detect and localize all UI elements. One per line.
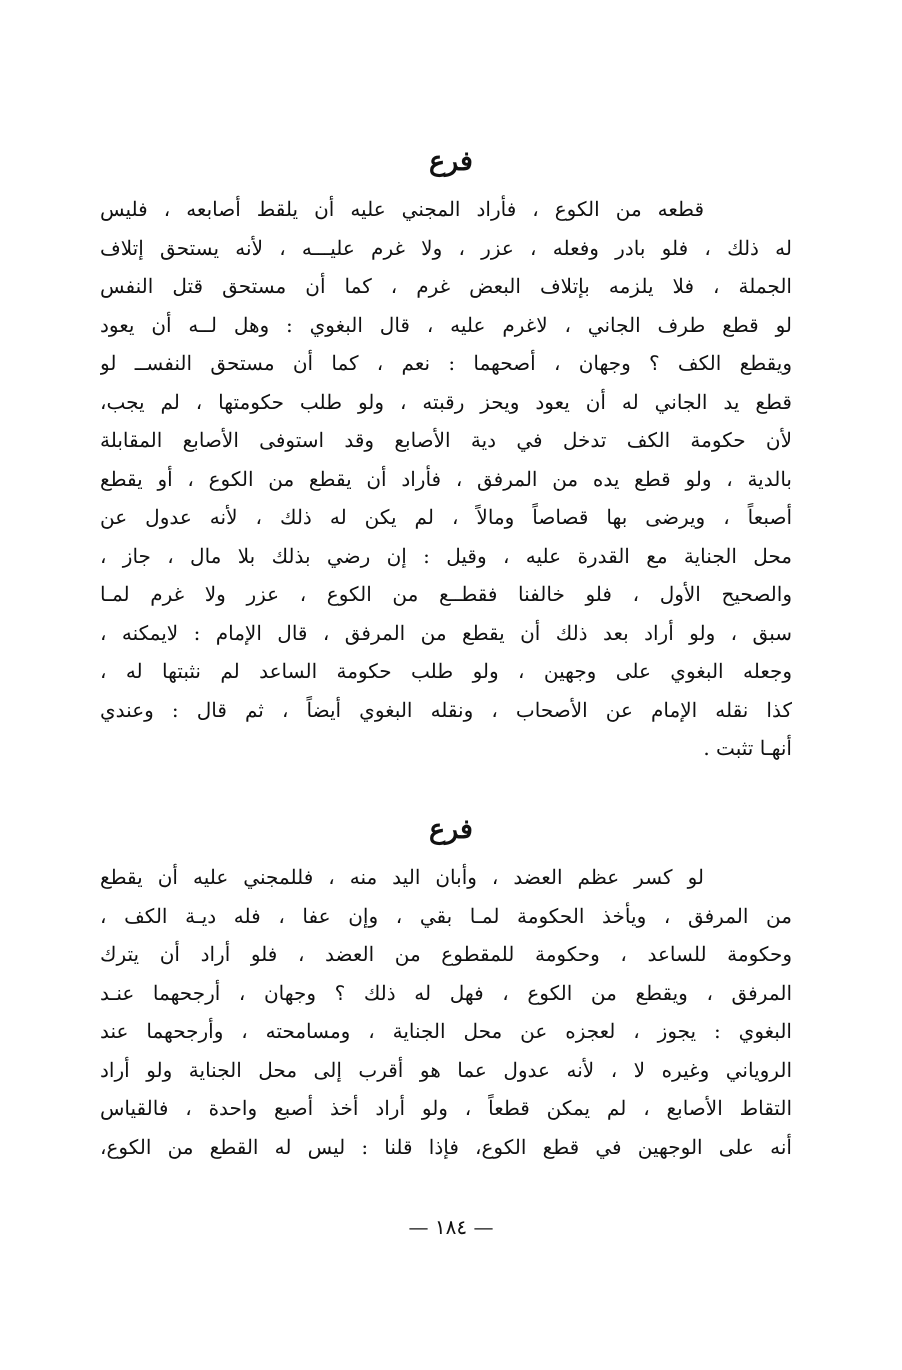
text-line: التقاط الأصابع ، لم يمكن قطعاً ، ولو أراد أخذ أصبع واحدة ، فالقياس xyxy=(100,1096,792,1120)
text-line: أصبعاً ، ويرضى بها قصاصاً ومالاً ، لم يكن له ذلك ، لأنه عدول عن xyxy=(100,505,792,529)
text-line: وحكومة للساعد ، وحكومة للمقطوع من العضد ، فلو أراد أن يترك xyxy=(100,942,792,966)
text-line: وجعله البغوي على وجهين ، ولو طلب حكومة الساعد لم نثبتها له ، xyxy=(100,659,792,683)
page-number: — ١٨٤ — xyxy=(408,1215,494,1239)
text-line: لو قطع طرف الجاني ، لاغرم عليه ، قال البغوي : وهل لــه أن يعود xyxy=(100,312,792,337)
text-line: أنهـا تثبت . xyxy=(703,736,792,760)
section-heading-2: فرع xyxy=(429,814,473,845)
text-line: لأن حكومة الكف تدخل في دية الأصابع وقد استوفى الأصابع المقابلة xyxy=(100,428,792,452)
text-line: الروياني وغيره لا ، لأنه عدول عما هو أقرب إلى محل الجناية ولو أراد xyxy=(100,1057,792,1082)
text-line: له ذلك ، فلو بادر وفعله ، عزر ، ولا غرم عليـــه ، لأنه يستحق إتلاف xyxy=(100,235,792,260)
text-line: والصحيح الأول ، فلو خالفنا فقطــع من الكوع ، عزر ولا غرم لمـا xyxy=(100,582,792,606)
text-line: بالدية ، ولو قطع يده من المرفق ، فأراد أن يقطع من الكوع ، أو يقطع xyxy=(100,466,792,491)
text-line: من المرفق ، ويأخذ الحكومة لمـا بقي ، وإن عفا ، فله ديـة الكف ، xyxy=(100,903,792,928)
text-line: قطع يد الجاني له أن يعود ويحز رقبته ، ولو طلب حكومتها ، لم يجب، xyxy=(100,389,792,414)
text-line: ويقطع الكف ؟ وجهان ، أصحهما : نعم ، كما أن مستحق النفســ لو xyxy=(100,351,792,375)
paragraph-1 xyxy=(100,190,792,768)
text-line: أنه على الوجهين في قطع الكوع، فإذا قلنا : ليس له القطع من الكوع، xyxy=(100,1134,792,1159)
text-line: كذا نقله الإمام عن الأصحاب ، ونقله البغوي أيضاً ، ثم قال : وعندي xyxy=(100,697,792,722)
text-line: قطعه من الكوع ، فأراد المجني عليه أن يلقط أصابعه ، فليس xyxy=(100,197,704,221)
text-line: سبق ، ولو أراد بعد ذلك أن يقطع من المرفق ، قال الإمام : لايمكنه ، xyxy=(100,620,792,645)
text-line: لو كسر عظم العضد ، وأبان اليد منه ، فللمجني عليه أن يقطع xyxy=(100,865,704,889)
text-line: محل الجناية مع القدرة عليه ، وقيل : إن رضي بذلك بلا مال ، جاز ، xyxy=(100,543,792,568)
section-heading-1: فرع xyxy=(429,146,473,177)
text-line: المرفق ، ويقطع من الكوع ، فهل له ذلك ؟ وجهان ، أرجحهما عنـد xyxy=(100,980,792,1005)
paragraph-2 xyxy=(100,858,792,1166)
text-line: الجملة ، فلا يلزمه بإتلاف البعض غرم ، كما أن مستحق قتل النفس xyxy=(100,274,792,298)
text-line: البغوي : يجوز ، لعجزه عن محل الجناية ، ومسامحته ، وأرجحهما عند xyxy=(100,1019,792,1043)
